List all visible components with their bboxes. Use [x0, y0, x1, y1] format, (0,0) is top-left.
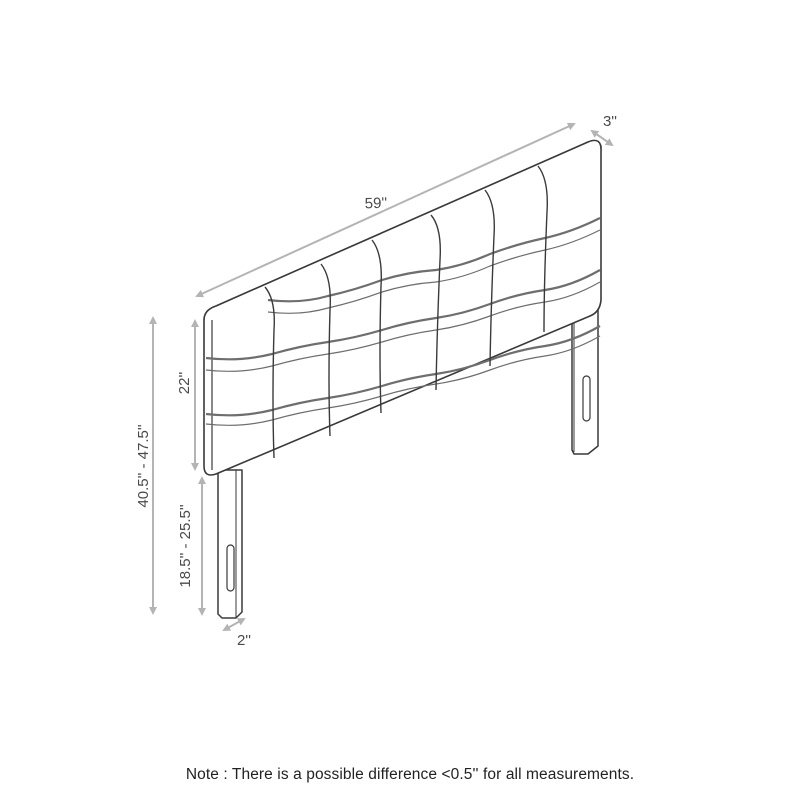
leg-width-dimension-line	[224, 619, 244, 630]
left-leg-slot	[227, 545, 234, 591]
right-leg-slot	[583, 376, 590, 421]
leg-height-label: 18.5'' - 25.5''	[177, 504, 194, 588]
leg-width-label: 2''	[236, 632, 252, 649]
measurement-note: Note : There is a possible difference <0.5'' for all measurements.	[185, 766, 635, 783]
headboard-panel	[204, 140, 601, 475]
width-label: 59''	[364, 194, 388, 213]
depth-label: 3''	[602, 113, 618, 130]
left-leg	[218, 470, 242, 618]
panel-height-label: 22''	[176, 371, 193, 395]
total-height-label: 40.5'' - 47.5''	[135, 424, 152, 508]
